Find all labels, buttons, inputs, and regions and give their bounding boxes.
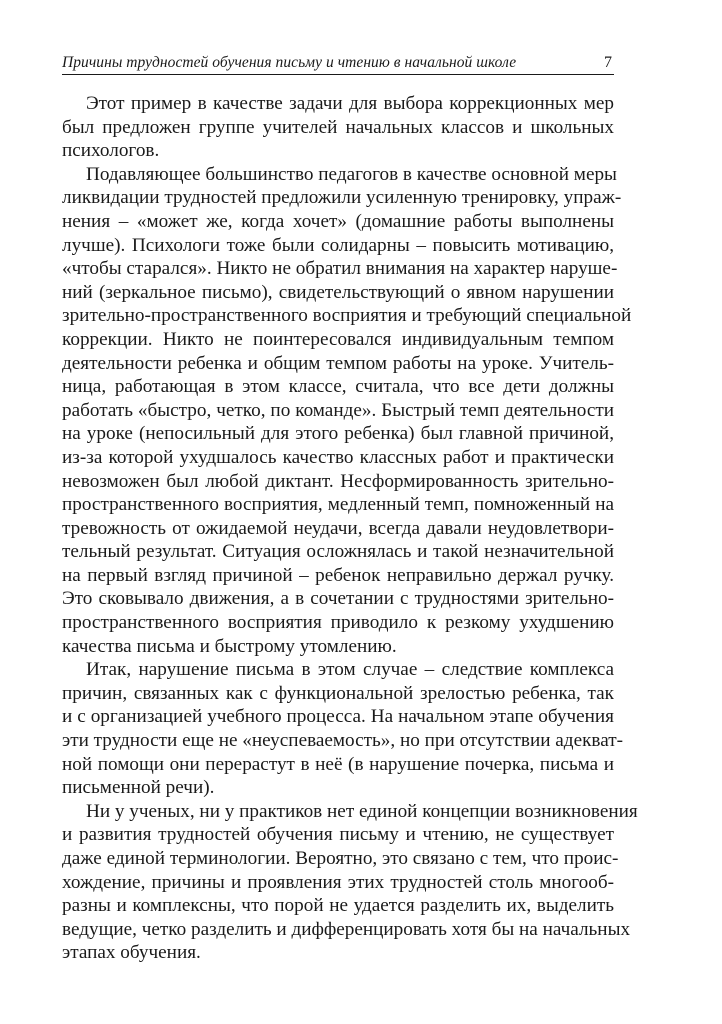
text-line: тревожность от ожидаемой неудачи, всегда давали неудовлетвори- [62,517,614,539]
text-line: из-за которой ухудшалось качество классных работ и практически [62,446,614,468]
text-line: ний (зеркальное письмо), свидетельствующий о явном нарушении [62,281,614,303]
paragraph [62,163,632,658]
text-line: Подавляющее большинство педагогов в качестве основной меры [86,163,617,185]
text-line: невозможен был любой диктант. Несформированность зрительно- [62,470,614,492]
paragraph [62,800,638,965]
text-line: хождение, причины и проявления этих трудностей столь многооб- [62,871,614,893]
text-line: нения – «может же, когда хочет» (домашние работы выполнены [62,210,614,232]
paragraph [62,658,624,800]
text-line: ница, работающая в этом классе, считала, что все дети должны [62,376,614,398]
text-line: коррекции. Никто не поинтересовался индивидуальным темпом [62,328,614,350]
text-line: ликвидации трудностей предложили усиленную тренировку, упраж- [62,187,622,209]
text-line: причин, связанных как с функциональной зрелостью ребенка, так [62,682,614,704]
text-line: и развития трудностей обучения письму и чтению, не существует [62,824,614,846]
text-line: пространственного восприятия, медленный темп, помноженный на [62,494,614,516]
text-line: работать «быстро, четко, по команде». Быстрый темп деятельности [62,399,614,421]
text-line: ведущие, четко разделить и дифференцировать хотя бы на начальных [62,918,631,940]
text-line: лучше). Психологи тоже были солидарны – повысить мотивацию, [62,234,614,256]
text-line: зрительно-пространственного восприятия и требующий специальной [62,305,632,327]
text-line: Ни у ученых, ни у практиков нет единой концепции возникновения [86,800,638,822]
text-line: ной помощи они перерастут в неё (в нарушение почерка, письма и [62,753,614,775]
text-line: Этот пример в качестве задачи для выбора коррекционных мер [86,93,614,114]
text-line: на первый взгляд причиной – ребенок неправильно держал ручку. [62,564,614,586]
paragraph [62,92,614,163]
text-line: пространственного восприятия приводило к резкому ухудшению [62,612,614,634]
text-line: и с организацией учебного процесса. На начальном этапе обучения [62,706,614,728]
text-line: качества письма и быстрому утомлению. [62,635,397,657]
text-line: тельный результат. Ситуация осложнялась и такой незначительной [62,541,614,563]
text-line: «чтобы старался». Никто не обратил внимания на характер наруше- [62,258,618,280]
text-line: даже единой терминологии. Вероятно, это связано с тем, что проис- [62,848,619,869]
text-line: деятельности ребенка и общим темпом работы на уроке. Учитель- [62,352,614,374]
text-line: был предложен группе учителей начальных классов и школьных [62,116,614,138]
text-line: письменной речи). [62,777,215,799]
text-line: эти трудности еще не «неуспеваемость», но при отсутствии адекват- [62,730,624,752]
text-line: психологов. [62,140,160,162]
text-line: этапах обучения. [62,942,201,964]
text-line: разны и комплексны, что порой не удается разделить их, выделить [62,895,614,917]
running-title: Причины трудностей обучения письму и чтению в начальной школе [62,54,517,71]
page-number: 7 [604,54,612,71]
body-text [62,92,638,965]
running-header [62,50,614,75]
text-line: Это сковывало движения, а в сочетании с трудностями зрительно- [62,588,614,610]
text-line: Итак, нарушение письма в этом случае – следствие комплекса [86,659,614,681]
text-line: на уроке (непосильный для этого ребенка) был главной причиной, [62,423,614,445]
